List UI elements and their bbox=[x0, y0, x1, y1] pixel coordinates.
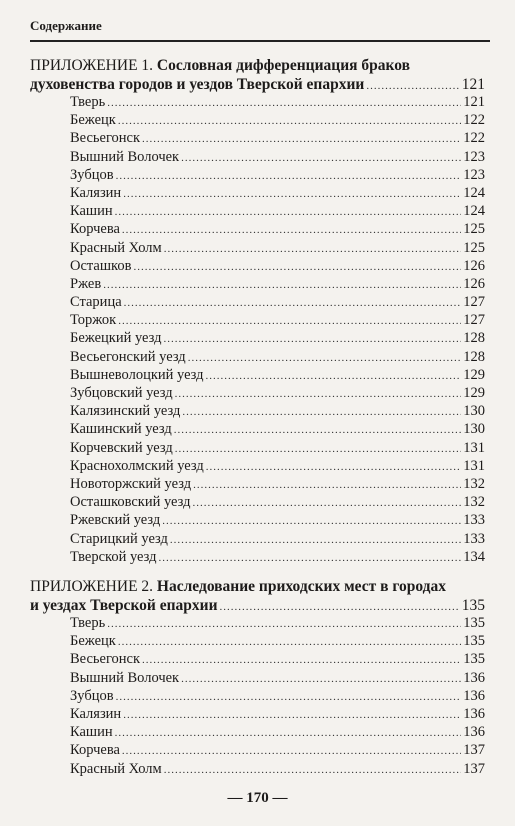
toc-entry-label: Красный Холм bbox=[70, 239, 162, 256]
toc-entry-page: 130 bbox=[463, 403, 485, 420]
toc-entry-page: 133 bbox=[463, 512, 485, 529]
appendix-1-title-text-cont: духовенства городов и уездов Тверской епархии bbox=[30, 76, 365, 93]
toc-entry bbox=[70, 129, 485, 147]
toc-entry-label: Калязинский уезд bbox=[70, 403, 181, 420]
toc-entry-page: 129 bbox=[463, 385, 485, 401]
dot-leader bbox=[206, 458, 461, 476]
toc-entry-page: 124 bbox=[463, 184, 485, 201]
dot-leader bbox=[103, 276, 461, 294]
dot-leader bbox=[192, 494, 461, 512]
toc-entry bbox=[70, 548, 485, 566]
toc-entry-label: Вышний Волочек bbox=[70, 669, 180, 686]
toc-entry-page: 121 bbox=[463, 94, 485, 110]
toc-entry bbox=[70, 366, 485, 384]
toc-entry-page: 126 bbox=[463, 275, 485, 292]
toc-entry bbox=[70, 384, 485, 402]
toc-entry-label: Тверь bbox=[70, 94, 106, 110]
toc-entry-page: 135 bbox=[463, 651, 485, 668]
dot-leader bbox=[115, 724, 461, 742]
toc-entry-page: 127 bbox=[463, 312, 485, 329]
toc-entry-page: 122 bbox=[463, 130, 485, 147]
dot-leader bbox=[188, 349, 461, 367]
toc-entry-label: Корчева bbox=[70, 742, 120, 759]
toc-entry-page: 122 bbox=[463, 112, 485, 129]
appendix-2-page: 135 bbox=[461, 597, 485, 614]
page-number: — 170 — bbox=[227, 790, 288, 806]
toc-entry-label: Ржев bbox=[70, 275, 102, 292]
toc-entry bbox=[70, 166, 485, 184]
toc-entry bbox=[70, 93, 485, 111]
toc-entry-label: Вышний Волочек bbox=[70, 148, 180, 165]
dot-leader bbox=[193, 476, 461, 494]
dot-leader bbox=[175, 440, 461, 458]
toc-entry-page: 126 bbox=[463, 257, 485, 274]
toc-entry bbox=[70, 257, 485, 275]
dot-leader bbox=[162, 512, 461, 530]
toc-entry bbox=[70, 475, 485, 493]
dot-leader bbox=[133, 258, 461, 276]
toc-entry-page: 127 bbox=[463, 294, 485, 311]
toc-entry-label: Тверь bbox=[70, 615, 106, 631]
toc-entry-label: Кашинский уезд bbox=[70, 421, 172, 438]
dot-leader bbox=[118, 112, 461, 130]
appendix-1-page: 121 bbox=[461, 76, 485, 93]
dot-leader bbox=[124, 294, 461, 312]
running-header: Содержание bbox=[30, 18, 102, 33]
toc-entry-page: 132 bbox=[463, 494, 485, 511]
toc-entry bbox=[70, 220, 485, 238]
toc-entry-page: 125 bbox=[463, 239, 485, 256]
toc-entry bbox=[70, 530, 485, 548]
appendix-1-title-line1 bbox=[30, 56, 485, 75]
toc-entry-page: 128 bbox=[463, 330, 485, 347]
dot-leader bbox=[164, 240, 461, 258]
dot-leader bbox=[107, 94, 461, 112]
toc-entry-label: Бежецкий уезд bbox=[70, 330, 162, 347]
toc-entry-label: Зубцов bbox=[70, 166, 114, 183]
toc-entry-page: 137 bbox=[463, 760, 485, 777]
toc-entry bbox=[70, 420, 485, 438]
toc-entry-page: 130 bbox=[463, 421, 485, 438]
dot-leader bbox=[122, 221, 461, 239]
toc-entry-label: Краснохолмский уезд bbox=[70, 457, 204, 474]
toc-entry-page: 125 bbox=[463, 221, 485, 238]
toc-entry bbox=[70, 511, 485, 529]
toc-entry-label: Зубцовский уезд bbox=[70, 385, 173, 401]
toc-entry bbox=[70, 348, 485, 366]
toc-entry-label: Весьегонск bbox=[70, 130, 141, 147]
toc-entry-label: Калязин bbox=[70, 184, 122, 201]
toc-entry bbox=[70, 184, 485, 202]
appendix-2-title-text: Наследование приходских мест в городах bbox=[156, 578, 446, 595]
appendix-2-title-text-cont: и уездах Тверской епархии bbox=[30, 597, 218, 614]
toc-entry-label: Кашин bbox=[70, 203, 113, 220]
toc-entry-page: 131 bbox=[463, 439, 485, 456]
dot-leader bbox=[116, 688, 461, 706]
toc-entry-label: Новоторжский уезд bbox=[70, 475, 192, 492]
toc-entry bbox=[70, 329, 485, 347]
appendix-2-title bbox=[30, 577, 485, 617]
dot-leader bbox=[158, 549, 461, 567]
dot-leader bbox=[115, 203, 461, 221]
dot-leader bbox=[206, 367, 461, 385]
toc-entry-label: Зубцов bbox=[70, 687, 114, 704]
toc-entry-label: Бежецк bbox=[70, 633, 116, 650]
toc-entry bbox=[70, 111, 485, 129]
toc-entry-page: 134 bbox=[463, 548, 485, 565]
toc-entry-page: 129 bbox=[463, 366, 485, 383]
toc-entry bbox=[70, 614, 485, 632]
toc-entry-page: 128 bbox=[463, 348, 485, 365]
toc-entry-label: Калязин bbox=[70, 705, 122, 722]
toc-entry-page: 137 bbox=[463, 742, 485, 759]
toc-entry-label: Ржевский уезд bbox=[70, 512, 161, 529]
toc-entry bbox=[70, 457, 485, 475]
toc-entry-page: 133 bbox=[463, 530, 485, 547]
appendix-2-entries bbox=[70, 614, 485, 778]
toc-entry-label: Старица bbox=[70, 294, 122, 311]
dot-leader bbox=[116, 167, 461, 185]
toc-entry-label: Корчевский уезд bbox=[70, 439, 173, 456]
toc-entry bbox=[70, 760, 485, 778]
toc-entry-label: Весьегонский уезд bbox=[70, 348, 186, 365]
toc-entry-label: Красный Холм bbox=[70, 760, 162, 777]
toc-entry-page: 136 bbox=[463, 724, 485, 741]
toc-entry-page: 135 bbox=[463, 633, 485, 650]
toc-entry-page: 136 bbox=[463, 669, 485, 686]
toc-entry-label: Весьегонск bbox=[70, 651, 141, 668]
dot-leader bbox=[123, 185, 461, 203]
appendix-2-title-line1 bbox=[30, 577, 485, 596]
toc-entry-page: 136 bbox=[463, 705, 485, 722]
header-rule bbox=[30, 40, 490, 42]
toc-entry bbox=[70, 439, 485, 457]
dot-leader bbox=[170, 531, 461, 549]
toc-entry-page: 123 bbox=[463, 166, 485, 183]
toc-entry bbox=[70, 402, 485, 420]
dot-leader bbox=[182, 403, 461, 421]
toc-entry-label: Торжок bbox=[70, 312, 117, 329]
toc-entry-page: 124 bbox=[463, 203, 485, 220]
toc-entry bbox=[70, 705, 485, 723]
dot-leader bbox=[118, 312, 461, 330]
toc-entry bbox=[70, 202, 485, 220]
appendix-1-entries bbox=[70, 93, 485, 566]
toc-entry-label: Вышневолоцкий уезд bbox=[70, 366, 204, 383]
dot-leader bbox=[118, 633, 461, 651]
toc-entry-label: Осташков bbox=[70, 257, 132, 274]
toc-entry-page: 136 bbox=[463, 687, 485, 704]
dot-leader bbox=[164, 761, 461, 779]
toc-entry bbox=[70, 723, 485, 741]
dot-leader bbox=[175, 385, 461, 403]
toc-entry bbox=[70, 148, 485, 166]
appendix-2-prefix: ПРИЛОЖЕНИЕ 2. bbox=[30, 578, 154, 595]
toc-entry-page: 132 bbox=[463, 475, 485, 492]
appendix-1-prefix: ПРИЛОЖЕНИЕ 1. bbox=[30, 57, 154, 74]
toc-entry bbox=[70, 632, 485, 650]
toc-entry bbox=[70, 311, 485, 329]
dot-leader bbox=[122, 742, 461, 760]
appendix-1-title-text: Сословная дифференциация браков bbox=[156, 57, 410, 74]
toc-entry bbox=[70, 293, 485, 311]
dot-leader bbox=[174, 421, 461, 439]
toc-entry-label: Тверской уезд bbox=[70, 548, 157, 565]
toc-entry-page: 123 bbox=[463, 148, 485, 165]
toc-entry bbox=[70, 239, 485, 257]
toc-entry bbox=[70, 669, 485, 687]
toc-entry-label: Кашин bbox=[70, 724, 113, 741]
dot-leader bbox=[142, 651, 461, 669]
toc-entry-page: 131 bbox=[463, 457, 485, 474]
toc-entry bbox=[70, 650, 485, 668]
toc-entry-page: 135 bbox=[463, 615, 485, 631]
toc-entry-label: Осташковский уезд bbox=[70, 494, 191, 511]
toc-entry-label: Старицкий уезд bbox=[70, 530, 168, 547]
toc-entry bbox=[70, 687, 485, 705]
dot-leader bbox=[181, 149, 461, 167]
toc-entry-label: Корчева bbox=[70, 221, 120, 238]
toc-entry bbox=[70, 275, 485, 293]
dot-leader bbox=[107, 615, 461, 633]
dot-leader bbox=[123, 706, 461, 724]
toc-entry-label: Бежецк bbox=[70, 112, 116, 129]
toc-entry bbox=[70, 741, 485, 759]
toc-entry bbox=[70, 493, 485, 511]
dot-leader bbox=[181, 670, 461, 688]
appendix-1-title bbox=[30, 56, 485, 96]
dot-leader bbox=[142, 130, 461, 148]
dot-leader bbox=[164, 330, 462, 348]
